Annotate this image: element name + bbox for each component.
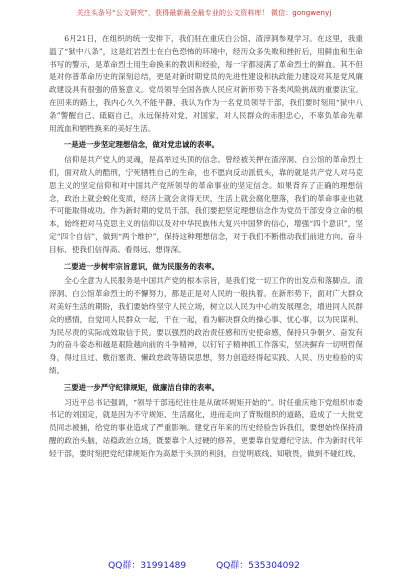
section-3-paragraph: 习近平总书记强调，“领导干部违纪往往是从破坏规矩开始的”。时任重庆地下党组织市委书记的刘国定，就是因为不守规矩、生活腐化，进而走向了背叛组织的道路，造成了一大批党员同志被捕，给党的事业造成了严重影响。建党百年来的历史经验告诉我们，要想始终保持清醒的政治头脑，站稳政治立场，既要靠个人过硬的修养，更要靠自觉遵纪守法。作为新时代年轻干部，要时刻把党纪律规矩作为高悬于头顶的利剑，自觉明底线、知敬畏，做到不碰红线、 bbox=[49, 397, 363, 458]
section-2-paragraph: 全心全意为人民服务是中国共产党的根本宗旨，是我们党一切工作的出发点和落脚点。渣滓洞、白公馆革命烈士的不懈努力，都是正是对人民的一般执着。在新形势下，面对广大群众对美好生活的期盼，我们要始终坚守人民立场，树立以人民为中心的发展理念，增进同人民群众的感情，自觉同人民群众一起，干在一起，看为解决群众的操心事、忧心事，以为民谋利、为民尽责的实际成效取信于民。要以强烈的政治责任感和历史使命感，保持只争朝夕、奋发有为的奋斗姿态和越是艰险越向前的斗争精神，以钉钉子精神抓工作落实，坚决摒弃一切明哲保身，得过且过、敷衍塞责、懒政怠政等错误思想，努力创造经得起实践、人民、历史检验的实绩。 bbox=[49, 276, 363, 375]
top-banner: 关注头条号“公文研究”，获得最新最全最专业的公文资料库！ 微信：gongwenyj bbox=[76, 9, 332, 17]
footer bbox=[0, 558, 408, 571]
document-body bbox=[49, 33, 363, 461]
section-1-paragraph: 信仰是共产党人的灵魂，是高举过头顶的信念。曾经被关押在渣滓洞、白公馆的革命烈士们，面对敌人的酷刑，宁死牺牲自己的生命，也不愿向反动派低头，靠的就是共产党人对马克思主义的坚定信仰和对中国共产党所领导的革命事业的坚定信念。如果背弃了正确的理想信念，政治上就会蜕化变质，经济上就会贪得无厌，生活上就会腐化堕落，我们的革命事业也就不可能取得成功。作为新时期的党员干部，我们要把坚定理想信念作为党员干部安身立命的根本，始终把对马克思主义的信仰以及对中华民族伟大复兴中国梦的信心，增强“四个意识”，坚定“四个自信”，做到“两个维护”，保持这种理想信念，对于我们不断推动我们前进方向、奋斗目标、使我们信得高、看得远、想得深。 bbox=[49, 155, 363, 254]
footer-qq-group-2: QQ群：535304092 bbox=[216, 561, 300, 571]
section-heading-1: 一是进一步坚定理想信念，做对党忠诚的表率。 bbox=[63, 140, 220, 150]
intro-paragraph: 6月21日，在组织的统一安排下，我们驻在重庆白公馆、渣滓洞参观学习。在这里，我重温了“狱中八条”，这是红岩烈士在白色恐怖的环境中，经历众多失败和挫折后，用鲜血和生命书写的警示，是革命烈士用生命换来的教训和经验，每一字都浸满了革命烈士的鲜血。其不但是对你普革命历史的深刻总结，更是对新时期党员的先进性建设和执政能力建设对其是党风廉政建设具有很强的借鉴意义。党员领导全国各族人民应对新形势下各类风险挑战的重要法宝。在回来的路上，我内心久久不能平静，我认为作为一名党员领导干部，我们要时刻用“狱中八条”警醒自己、砥砺自己，永远保持对党、对国家、对人民群众的赤胆忠心，不辜负革命先辈用流血和牺牲换来的美好生活。 bbox=[49, 34, 363, 133]
section-heading-2: 二要进一步树牢宗旨意识，做为民服务的表率。 bbox=[63, 261, 220, 271]
footer-qq-group-1: QQ群：31991489 bbox=[108, 561, 187, 571]
section-heading-3: 三要进一步严守纪律规矩，做廉洁自律的表率。 bbox=[63, 382, 220, 392]
